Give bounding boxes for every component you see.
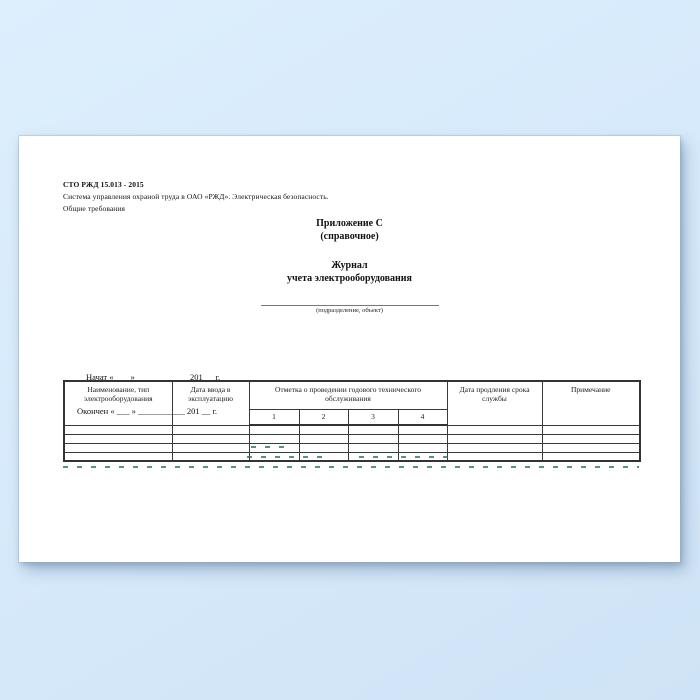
- col-header-extension: Дата продления срока службы: [447, 381, 542, 425]
- col-header-maintenance: Отметка о проведении годового технического обслуживания: [249, 381, 447, 409]
- table-cell-empty: [249, 434, 299, 443]
- date-started-line: Начат « ___ » ____________ 201 __ г.: [86, 372, 221, 383]
- table-cell-empty: [447, 452, 542, 461]
- journal-subtitle: учета электрооборудования: [287, 273, 412, 284]
- col-header-name: Наименование, тип электрооборудования: [64, 381, 172, 425]
- standard-code: СТО РЖД 15.013 - 2015: [63, 180, 144, 189]
- standard-title: Система управления охраной труда в ОАО «РЖД». Электрическая безопасность.: [63, 192, 329, 202]
- journal-title: Журнал: [331, 260, 368, 271]
- table-cell-empty: [64, 434, 172, 443]
- table-cell-empty: [172, 425, 249, 434]
- table-cell-empty: [447, 425, 542, 434]
- table-cell-empty: [249, 443, 299, 452]
- document-page: [19, 136, 680, 562]
- table-cell-empty: [398, 452, 447, 461]
- table-cell-empty: [299, 443, 348, 452]
- table-cell-empty: [447, 443, 542, 452]
- table-cell-empty: [64, 425, 172, 434]
- table-cell-empty: [348, 452, 398, 461]
- col-header-commission-date: Дата ввода в эксплуатацию: [172, 381, 249, 425]
- date-finished-line: Окончен « ___ » ___________ 201 __ г.: [77, 406, 218, 417]
- table-cell-empty: [172, 443, 249, 452]
- table-cell-empty: [64, 452, 172, 461]
- table-cell-empty: [398, 434, 447, 443]
- table-cell-empty: [542, 434, 640, 443]
- col-header-note: Примечание: [542, 381, 640, 425]
- journal-table-body: [64, 425, 640, 461]
- scan-artifact: [63, 466, 639, 468]
- subdivision-blank-line: [261, 305, 439, 306]
- journal-title-block: [19, 259, 680, 285]
- subcol-header-4: 4: [398, 409, 447, 425]
- subdivision-block: [19, 305, 680, 314]
- table-cell-empty: [249, 425, 299, 434]
- table-cell-empty: [348, 434, 398, 443]
- subcol-header-3: 3: [348, 409, 398, 425]
- standard-header: [63, 179, 329, 214]
- table-cell-empty: [542, 425, 640, 434]
- equipment-journal-table: [63, 380, 641, 462]
- table-row: [64, 425, 640, 434]
- table-cell-empty: [348, 425, 398, 434]
- table-row: [64, 452, 640, 461]
- table-row: [64, 443, 640, 452]
- table-cell-empty: [299, 434, 348, 443]
- table-cell-empty: [398, 425, 447, 434]
- table-cell-empty: [447, 434, 542, 443]
- table-cell-empty: [172, 452, 249, 461]
- subcol-header-2: 2: [299, 409, 348, 425]
- table-cell-empty: [249, 452, 299, 461]
- table-row: [64, 434, 640, 443]
- table-cell-empty: [348, 443, 398, 452]
- table-cell-empty: [64, 443, 172, 452]
- table-cell-empty: [398, 443, 447, 452]
- table-cell-empty: [172, 434, 249, 443]
- appendix-block: [19, 217, 680, 243]
- table-cell-empty: [542, 443, 640, 452]
- standard-subtitle: Общие требования: [63, 203, 126, 213]
- table-cell-empty: [299, 452, 348, 461]
- appendix-type: (справочное): [320, 231, 379, 242]
- subdivision-caption: (подразделение, объект): [316, 307, 383, 314]
- appendix-label: Приложение С: [316, 218, 383, 229]
- table-cell-empty: [542, 452, 640, 461]
- subcol-header-1: 1: [249, 409, 299, 425]
- table-cell-empty: [299, 425, 348, 434]
